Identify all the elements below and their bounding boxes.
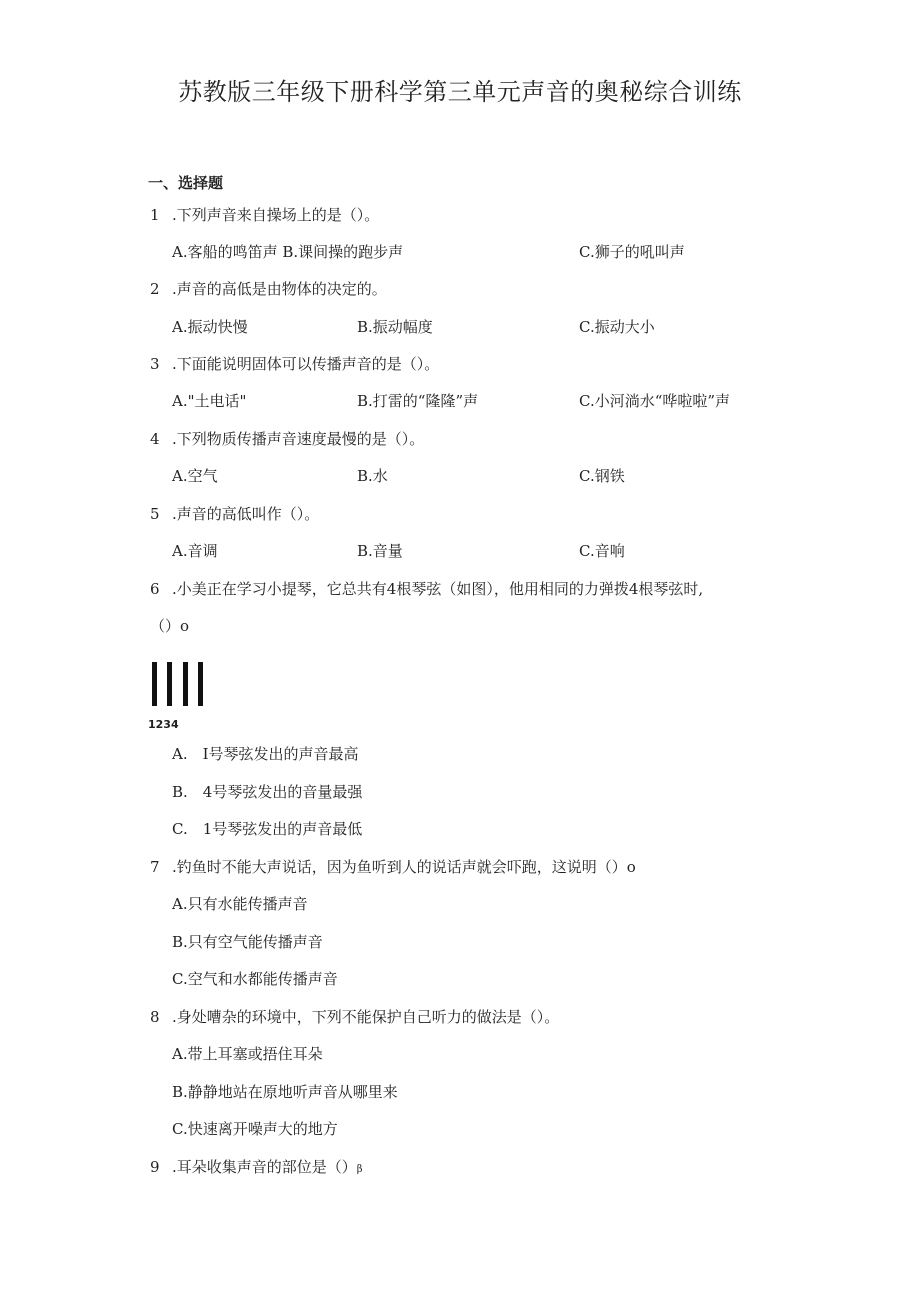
question-3: [150, 353, 439, 374]
question-9: [150, 1156, 363, 1177]
question-2: [150, 278, 387, 299]
option-a: A.振动快慢: [172, 318, 248, 336]
question-5: [150, 503, 319, 524]
option-a-b: A.客船的鸣笛声 B.课间操的跑步声: [172, 243, 404, 261]
question-number: 1: [150, 206, 160, 224]
option-a: A. I号琴弦发出的声音最高: [172, 745, 359, 763]
option-c: C.钢铁: [579, 467, 625, 485]
question-number: 6: [150, 580, 160, 598]
page-title: 苏教版三年级下册科学第三单元声音的奥秘综合训练: [178, 78, 742, 106]
option-b: B.静静地站在原地听声音从哪里来: [172, 1083, 398, 1101]
question-4: [150, 428, 424, 449]
question-6: [150, 578, 703, 599]
question-number: 3: [150, 355, 160, 373]
option-c: C. 1号琴弦发出的声音最低: [172, 820, 363, 838]
option-b: B.水: [357, 467, 388, 485]
question-text: .下面能说明固体可以传播声音的是（）。: [172, 355, 440, 373]
question-1: [150, 204, 379, 225]
violin-string-2: [167, 662, 172, 706]
question-text: .下列物质传播声音速度最慢的是（）。: [172, 430, 425, 448]
option-a: A.音调: [172, 542, 218, 560]
question-number: 8: [150, 1008, 160, 1026]
option-b: B.音量: [357, 542, 403, 560]
option-a: A.带上耳塞或捂住耳朵: [172, 1045, 323, 1063]
violin-string-4: [198, 662, 203, 706]
question-text: .声音的高低叫作（）。: [172, 505, 320, 523]
option-c: C.狮子的吼叫声: [579, 243, 685, 261]
question-number: 2: [150, 280, 160, 298]
violin-string-3: [183, 662, 188, 706]
question-text: .下列声音来自操场上的是（）。: [172, 206, 380, 224]
option-a: A."土电话": [172, 392, 247, 410]
trailing-mark: β: [356, 1164, 363, 1175]
option-c: C.音响: [579, 542, 625, 560]
question-number: 9: [150, 1158, 160, 1176]
violin-strings-figure: [152, 662, 204, 706]
question-text: .钓鱼时不能大声说话，因为鱼听到人的说话声就会吓跑，这说明（）o: [172, 858, 636, 876]
question-6-continuation: （）o: [150, 617, 190, 635]
question-text: .小美正在学习小提琴，它总共有4根琴弦（如图），他用相同的力弹拨4根琴弦时,: [172, 580, 704, 598]
section-heading: 一、选择题: [148, 174, 224, 192]
question-text: .耳朵收集声音的部位是（）: [172, 1158, 357, 1176]
option-b: B.振动幅度: [357, 318, 433, 336]
option-b: B.只有空气能传播声音: [172, 933, 323, 951]
option-b: B.打雷的“隆隆”声: [357, 392, 479, 410]
question-7: [150, 856, 636, 877]
question-text: .身处嘈杂的环境中，下列不能保护自己听力的做法是（）。: [172, 1008, 560, 1026]
option-a: A.空气: [172, 467, 218, 485]
question-number: 5: [150, 505, 160, 523]
question-number: 4: [150, 430, 160, 448]
violin-string-1: [152, 662, 157, 706]
option-c: C.快速离开噪声大的地方: [172, 1120, 338, 1138]
option-c: C.空气和水都能传播声音: [172, 970, 338, 988]
option-b: B. 4号琴弦发出的音量最强: [172, 783, 363, 801]
question-8: [150, 1006, 559, 1027]
option-c: C.振动大小: [579, 318, 655, 336]
option-a: A.只有水能传播声音: [172, 895, 308, 913]
option-c: C.小河淌水“哗啦啦”声: [579, 392, 731, 410]
figure-label: 1234: [148, 718, 179, 731]
question-number: 7: [150, 858, 160, 876]
question-text: .声音的高低是由物体的决定的。: [172, 280, 387, 298]
